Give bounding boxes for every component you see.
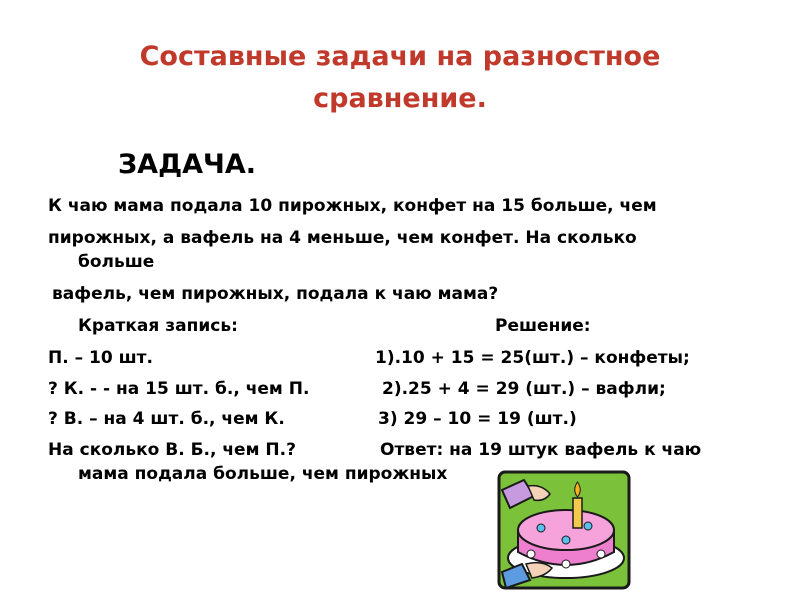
answer-line-2: мама подала больше, чем пирожных	[78, 464, 448, 484]
short-note-3: ? В. – на 4 шт. б., чем К.	[48, 409, 285, 429]
short-note-1: П. – 10 шт.	[48, 348, 153, 368]
solution-label: Решение:	[495, 316, 591, 336]
problem-line-4: вафель, чем пирожных, подала к чаю мама?	[52, 284, 499, 304]
birthday-cake-icon	[496, 460, 634, 598]
short-notes-label: Краткая запись:	[78, 316, 238, 336]
slide-title	[60, 36, 740, 120]
title-line-1: Составные задачи на разностное	[139, 41, 661, 72]
solution-step-3: 3) 29 – 10 = 19 (шт.)	[378, 409, 577, 429]
short-note-4: На сколько В. Б., чем П.?	[48, 440, 296, 460]
problem-line-3: больше	[78, 252, 155, 272]
problem-line-1: К чаю мама подала 10 пирожных, конфет на 15 больше, чем	[48, 196, 657, 216]
answer-line-1: Ответ: на 19 штук вафель к чаю	[380, 440, 702, 460]
title-line-2: сравнение.	[313, 83, 487, 114]
problem-line-2: пирожных, а вафель на 4 меньше, чем конфет. На сколько	[48, 228, 637, 248]
short-note-2: ? К. - - на 15 шт. б., чем П.	[48, 379, 310, 399]
problem-heading: ЗАДАЧА.	[118, 149, 256, 180]
solution-step-1: 1).10 + 15 = 25(шт.) – конфеты;	[375, 348, 690, 368]
solution-step-2: 2).25 + 4 = 29 (шт.) – вафли;	[382, 379, 666, 399]
